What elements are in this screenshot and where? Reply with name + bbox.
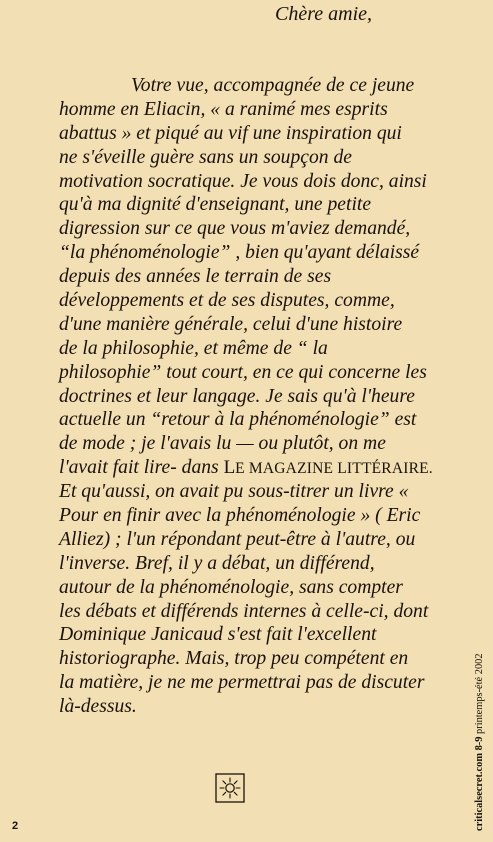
body-line: la matière, je ne me permettrai pas de discuter — [59, 672, 425, 694]
magazine-title: E MAGAZINE LITTÉRAIRE — [235, 460, 429, 478]
magazine-title-initial: L — [223, 457, 236, 479]
body-line-magazine — [59, 456, 439, 480]
body-line: abattus » et piqué au vif une inspiration qui — [59, 122, 402, 144]
body-line: doctrines et leur langage. Je sais qu'à l'heure — [59, 385, 415, 407]
body-line: de mode ; je l'avais lu — ou plutôt, on me — [59, 433, 386, 455]
body-line: homme en Eliacin, « a ranimé mes esprits — [59, 98, 388, 120]
body-line: Et qu'aussi, on avait pu sous-titrer un livre « — [59, 481, 409, 503]
body-line: les débats et différends internes à celle-ci, dont — [59, 600, 429, 622]
body-line: Dominique Janicaud s'est fait l'excellent — [59, 624, 377, 646]
issue-season: printemps-été 2002 — [474, 653, 485, 737]
body-line: Alliez) ; l'un répondant peut-être à l'autre, ou — [59, 528, 416, 550]
page-number: 2 — [12, 820, 19, 832]
body-line: là-dessus. — [59, 696, 137, 718]
body-line: motivation socratique. Je vous dois donc, ainsi — [59, 170, 427, 192]
sun-ornament-icon — [215, 773, 245, 803]
side-credit — [474, 653, 485, 831]
body-line: “la phénoménologie” , bien qu'ayant délaissé — [59, 242, 420, 264]
body-line-text: l'avait fait lire- dans — [59, 457, 224, 479]
site-name: criticalsecret.com — [474, 753, 485, 831]
body-line: ne s'éveille guère sans un soupçon de — [59, 146, 352, 168]
body-line: développements et de ses disputes, comme, — [59, 290, 395, 312]
body-line: de la philosophie, et même de “ la — [59, 337, 328, 359]
body-line: l'inverse. Bref, il y a débat, un différend, — [59, 552, 375, 574]
issue-number: 8-9 — [474, 736, 485, 754]
body-line: Votre vue, accompagnée de ce jeune — [131, 75, 415, 96]
body-line: depuis des années le terrain de ses — [59, 266, 332, 288]
body-line: d'une manière générale, celui d'une histoire — [59, 313, 403, 335]
body-line: historiographe. Mais, trop peu compétent en — [59, 648, 409, 670]
body-line: autour de la phénoménologie, sans compter — [59, 576, 403, 598]
body-line: qu'à ma dignité d'enseignant, une petite — [59, 194, 372, 216]
body-line: Pour en finir avec la phénoménologie » ( Eric — [59, 505, 421, 527]
body-line: philosophie” tout court, en ce qui concerne les — [59, 361, 427, 383]
body-line: digression sur ce que vous m'aviez demandé, — [59, 218, 411, 240]
letter-body — [59, 74, 439, 719]
letter-greeting: Chère amie, — [275, 3, 373, 25]
body-line: actuelle un “retour à la phénoménologie” est — [59, 409, 417, 431]
magazine-title-period: . — [428, 460, 433, 478]
